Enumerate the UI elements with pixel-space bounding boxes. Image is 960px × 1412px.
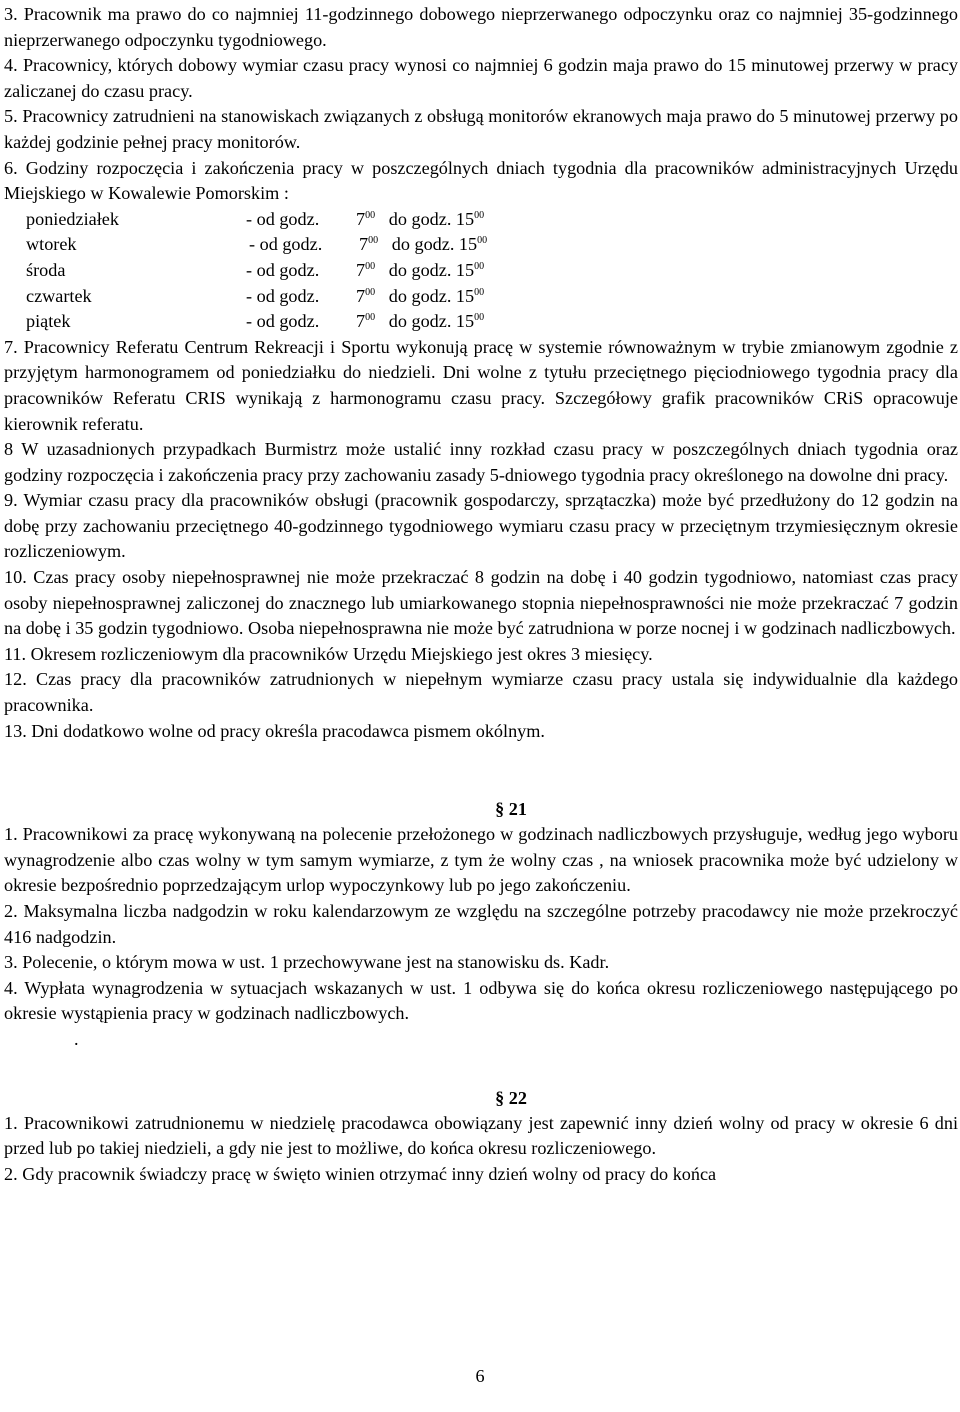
schedule-from-label: - od godz. <box>246 311 320 332</box>
item-text: Wymiar czasu pracy dla pracowników obsługi (pracownik gospodarczy, sprzątaczka) może być przedłużony do 12 godzin na dobę przy zachowaniu przeciętnego 40-godzinnego tygodniowego wymiaru czasu pracy w przeciętnym trzymiesięcznym okresie rozliczeniowym. <box>4 490 959 562</box>
item-text: Dni dodatkowo wolne od pracy określa pracodawca pismem okólnym. <box>31 720 545 741</box>
schedule-day: wtorek <box>26 234 77 255</box>
item-number: 4. <box>4 55 18 76</box>
schedule-day: środa <box>26 259 66 280</box>
schedule-day: czwartek <box>26 285 92 306</box>
item-text: Wypłata wynagrodzenia w sytuacjach wskazanych w ust. 1 odbywa się do końca okresu rozliczeniowego następującego po okresie wystąpienia pracy w godzinach nadliczbowych. <box>4 977 959 1024</box>
section-21-item-3 <box>4 950 958 976</box>
section-22-item-2 <box>4 1162 958 1188</box>
item-number: 11. <box>4 643 27 664</box>
schedule-from-label: - od godz. <box>246 208 320 229</box>
schedule-from-label: - od godz. <box>246 259 320 280</box>
section-number: 21 <box>508 799 527 820</box>
page-number: 6 <box>475 1366 485 1386</box>
item-number: 2. <box>4 1163 18 1184</box>
schedule-day: poniedziałek <box>26 208 119 229</box>
item-text: Gdy pracownik świadczy pracę w święto winien otrzymać inny dzień wolny od pracy do końca <box>22 1163 717 1184</box>
item-number: 5. <box>4 106 18 127</box>
section-heading-22 <box>64 1085 958 1111</box>
paragraph-item-6 <box>4 156 958 207</box>
item-text: Pracownikowi za pracę wykonywaną na polecenie przełożonego w godzinach nadliczbowych przysługuje, według jego wyboru wynagrodzenie albo czas wolny w tym samym wymiarze, z tym że wolny czas , na wniosek pracownika może być udzielony w okresie bezpośrednio poprzedzającym urlop wypoczynkowy lub po jego zakończeniu. <box>4 824 958 896</box>
item-number: 12. <box>4 669 27 690</box>
schedule-from-label: - od godz. <box>246 285 320 306</box>
item-number: 6. <box>4 157 18 178</box>
section-heading-21 <box>64 796 958 822</box>
paragraph-item-11 <box>4 642 958 668</box>
working-hours-schedule <box>26 207 958 335</box>
item-number: 1. <box>4 1112 18 1133</box>
item-text: W uzasadnionych przypadkach Burmistrz może ustalić inny rozkład czasu pracy w poszczególnych dniach tygodnia oraz godziny rozpoczęcia i zakończenia pracy przy zachowaniu zasady 5-dniowego tygodnia pracy określonego na dowolne dni pracy. <box>4 439 959 485</box>
paragraph-item-12 <box>4 667 958 718</box>
document-page <box>4 2 958 1187</box>
item-number: 3. <box>4 952 18 973</box>
schedule-from-time: $7^{00}$ do godz. $15^{00}$ <box>356 311 485 332</box>
item-number: 7. <box>4 336 18 357</box>
paragraph-item-8 <box>4 437 958 488</box>
schedule-from-label: - od godz. <box>249 234 323 255</box>
schedule-from-time: $7^{00}$ do godz. $15^{00}$ <box>356 285 485 306</box>
item-text: Czas pracy osoby niepełnosprawnej nie może przekraczać 8 godzin na dobę i 40 godzin tygodniowo, natomiast czas pracy osoby niepełnosprawnej zaliczonej do znacznego lub umiarkowanego stopnia niepełnosprawności nie może przekraczać 7 godzin na dobę i 35 godzin tygodniowo. Osoba niepełnosprawna nie może być zatrudniona w porze nocnej i w godzinach nadliczbowych. <box>4 567 959 639</box>
item-text: Pracownicy, których dobowy wymiar czasu pracy wynosi co najmniej 6 godzin maja prawo do 15 minutowej przerwy w pracy zaliczanej do czasu pracy. <box>4 55 958 101</box>
item-text: Godziny rozpoczęcia i zakończenia pracy w poszczególnych dniach tygodnia dla pracowników administracyjnych Urzędu Miejskiego w Kowalewie Pomorskim : <box>4 157 959 204</box>
section-21-item-2 <box>4 899 958 950</box>
schedule-from-time: $7^{00}$ do godz. $15^{00}$ <box>359 234 488 255</box>
item-text: Pracownik ma prawo do co najmniej 11-godzinnego dobowego nieprzerwanego odpoczynku oraz co najmniej 35-godzinnego nieprzerwanego odpoczynku tygodniowego. <box>4 4 958 50</box>
schedule-from-time: $7^{00}$ do godz. $15^{00}$ <box>356 259 485 280</box>
item-number: 10. <box>4 567 27 588</box>
item-number: 4. <box>4 977 18 998</box>
item-text: Polecenie, o którym mowa w ust. 1 przechowywane jest na stanowisku ds. Kadr. <box>22 952 610 973</box>
paragraph-item-10 <box>4 565 958 642</box>
item-number: 2. <box>4 901 18 921</box>
item-text: Pracownicy Referatu Centrum Rekreacji i Sportu wykonują pracę w systemie równoważnym w trybie zmianowym zgodnie z przyjętym harmonogramem od poniedziałku do niedzieli. Dni wolne z tytułu przeciętnego pięciodniowego tygodnia pracy dla pracowników Referatu CRIS wynikają z harmonogramu czasu pracy. Szczegółowy grafik pracowników CRiS opracowuje kierownik referatu. <box>4 336 958 434</box>
schedule-day: piątek <box>26 311 71 332</box>
section-21-item-1 <box>4 822 958 899</box>
paragraph-item-13 <box>4 719 958 745</box>
trailing-dot: . <box>74 1028 79 1049</box>
item-text: Maksymalna liczba nadgodzin w roku kalendarzowym ze względu na szczególne potrzeby pracodawcy nie może przekroczyć 416 nadgodzin. <box>4 901 959 947</box>
section-number: 22 <box>508 1087 527 1108</box>
item-number: 8 <box>4 439 14 460</box>
paragraph-item-4 <box>4 53 958 104</box>
paragraph-item-5 <box>4 104 958 155</box>
section-sign-icon: § <box>495 799 505 820</box>
item-number: 13. <box>4 720 27 741</box>
item-text: Pracownikowi zatrudnionemu w niedzielę pracodawca obowiązany jest zapewnić inny dzień wolny od pracy w okresie 6 dni przed lub po takiej niedzieli, a gdy nie jest to możliwe, do końca okresu rozliczeniowego. <box>4 1112 959 1159</box>
section-22-item-1 <box>4 1111 958 1162</box>
paragraph-item-7 <box>4 335 958 437</box>
schedule-from-time: $7^{00}$ do godz. $15^{00}$ <box>356 208 485 229</box>
item-number: 1. <box>4 824 18 845</box>
paragraph-item-9 <box>4 488 958 565</box>
item-number: 3. <box>4 4 18 24</box>
section-sign-icon: § <box>495 1087 505 1108</box>
item-text: Pracownicy zatrudnieni na stanowiskach związanych z obsługą monitorów ekranowych maja prawo do 5 minutowej przerwy po każdej godzinie pełnej pracy monitorów. <box>4 106 958 152</box>
section-21-item-4 <box>4 976 958 1027</box>
item-number: 9. <box>4 490 18 511</box>
item-text: Czas pracy dla pracowników zatrudnionych w niepełnym wymiarze czasu pracy ustala się indywidualnie dla każdego pracownika. <box>4 669 959 716</box>
paragraph-item-3 <box>4 2 958 53</box>
item-text: Okresem rozliczeniowym dla pracowników Urzędu Miejskiego jest okres 3 miesięcy. <box>30 643 653 664</box>
